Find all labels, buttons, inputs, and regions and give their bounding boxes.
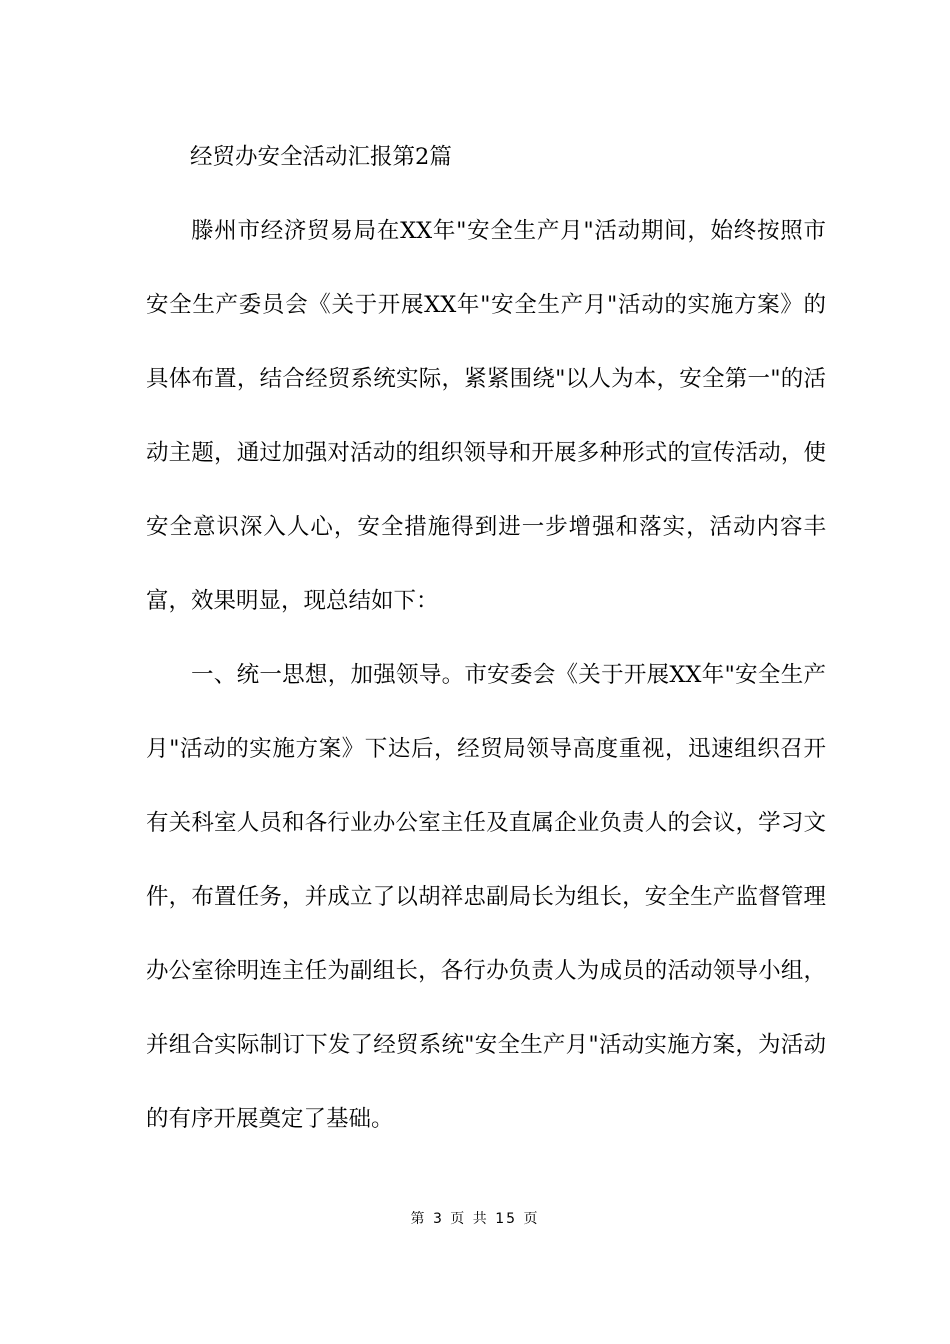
paragraph-intro: 滕州市经济贸易局在XX年"安全生产月"活动期间，始终按照市安全生产委员会《关于开展XX年"安全生产月"活动的实施方案》的具体布置，结合经贸系统实际，紧紧围绕"以人为本，安全第一"的活动主题，通过加强对活动的组织领导和开展多种形式的宣传活动，使安全意识深入人心，安全措施得到进一步增强和落实，活动内容丰富，效果明显，现总结如下： [146, 218, 826, 614]
document-heading: 经贸办安全活动汇报第2篇 [190, 144, 452, 170]
page-number-footer: 第 3 页 共 15 页 [410, 1211, 540, 1227]
paragraph-section-one: 一、统一思想，加强领导。市安委会《关于开展XX年"安全生产月"活动的实施方案》下达后，经贸局领导高度重视，迅速组织召开有关科室人员和各行业办公室主任及直属企业负责人的会议，学习文件，布置任务，并成立了以胡祥忠副局长为组长，安全生产监督管理办公室徐明连主任为副组长，各行办负责人为成员的活动领导小组，并组合实际制订下发了经贸系统"安全生产月"活动实施方案，为活动的有序开展奠定了基础。 [146, 662, 826, 1132]
